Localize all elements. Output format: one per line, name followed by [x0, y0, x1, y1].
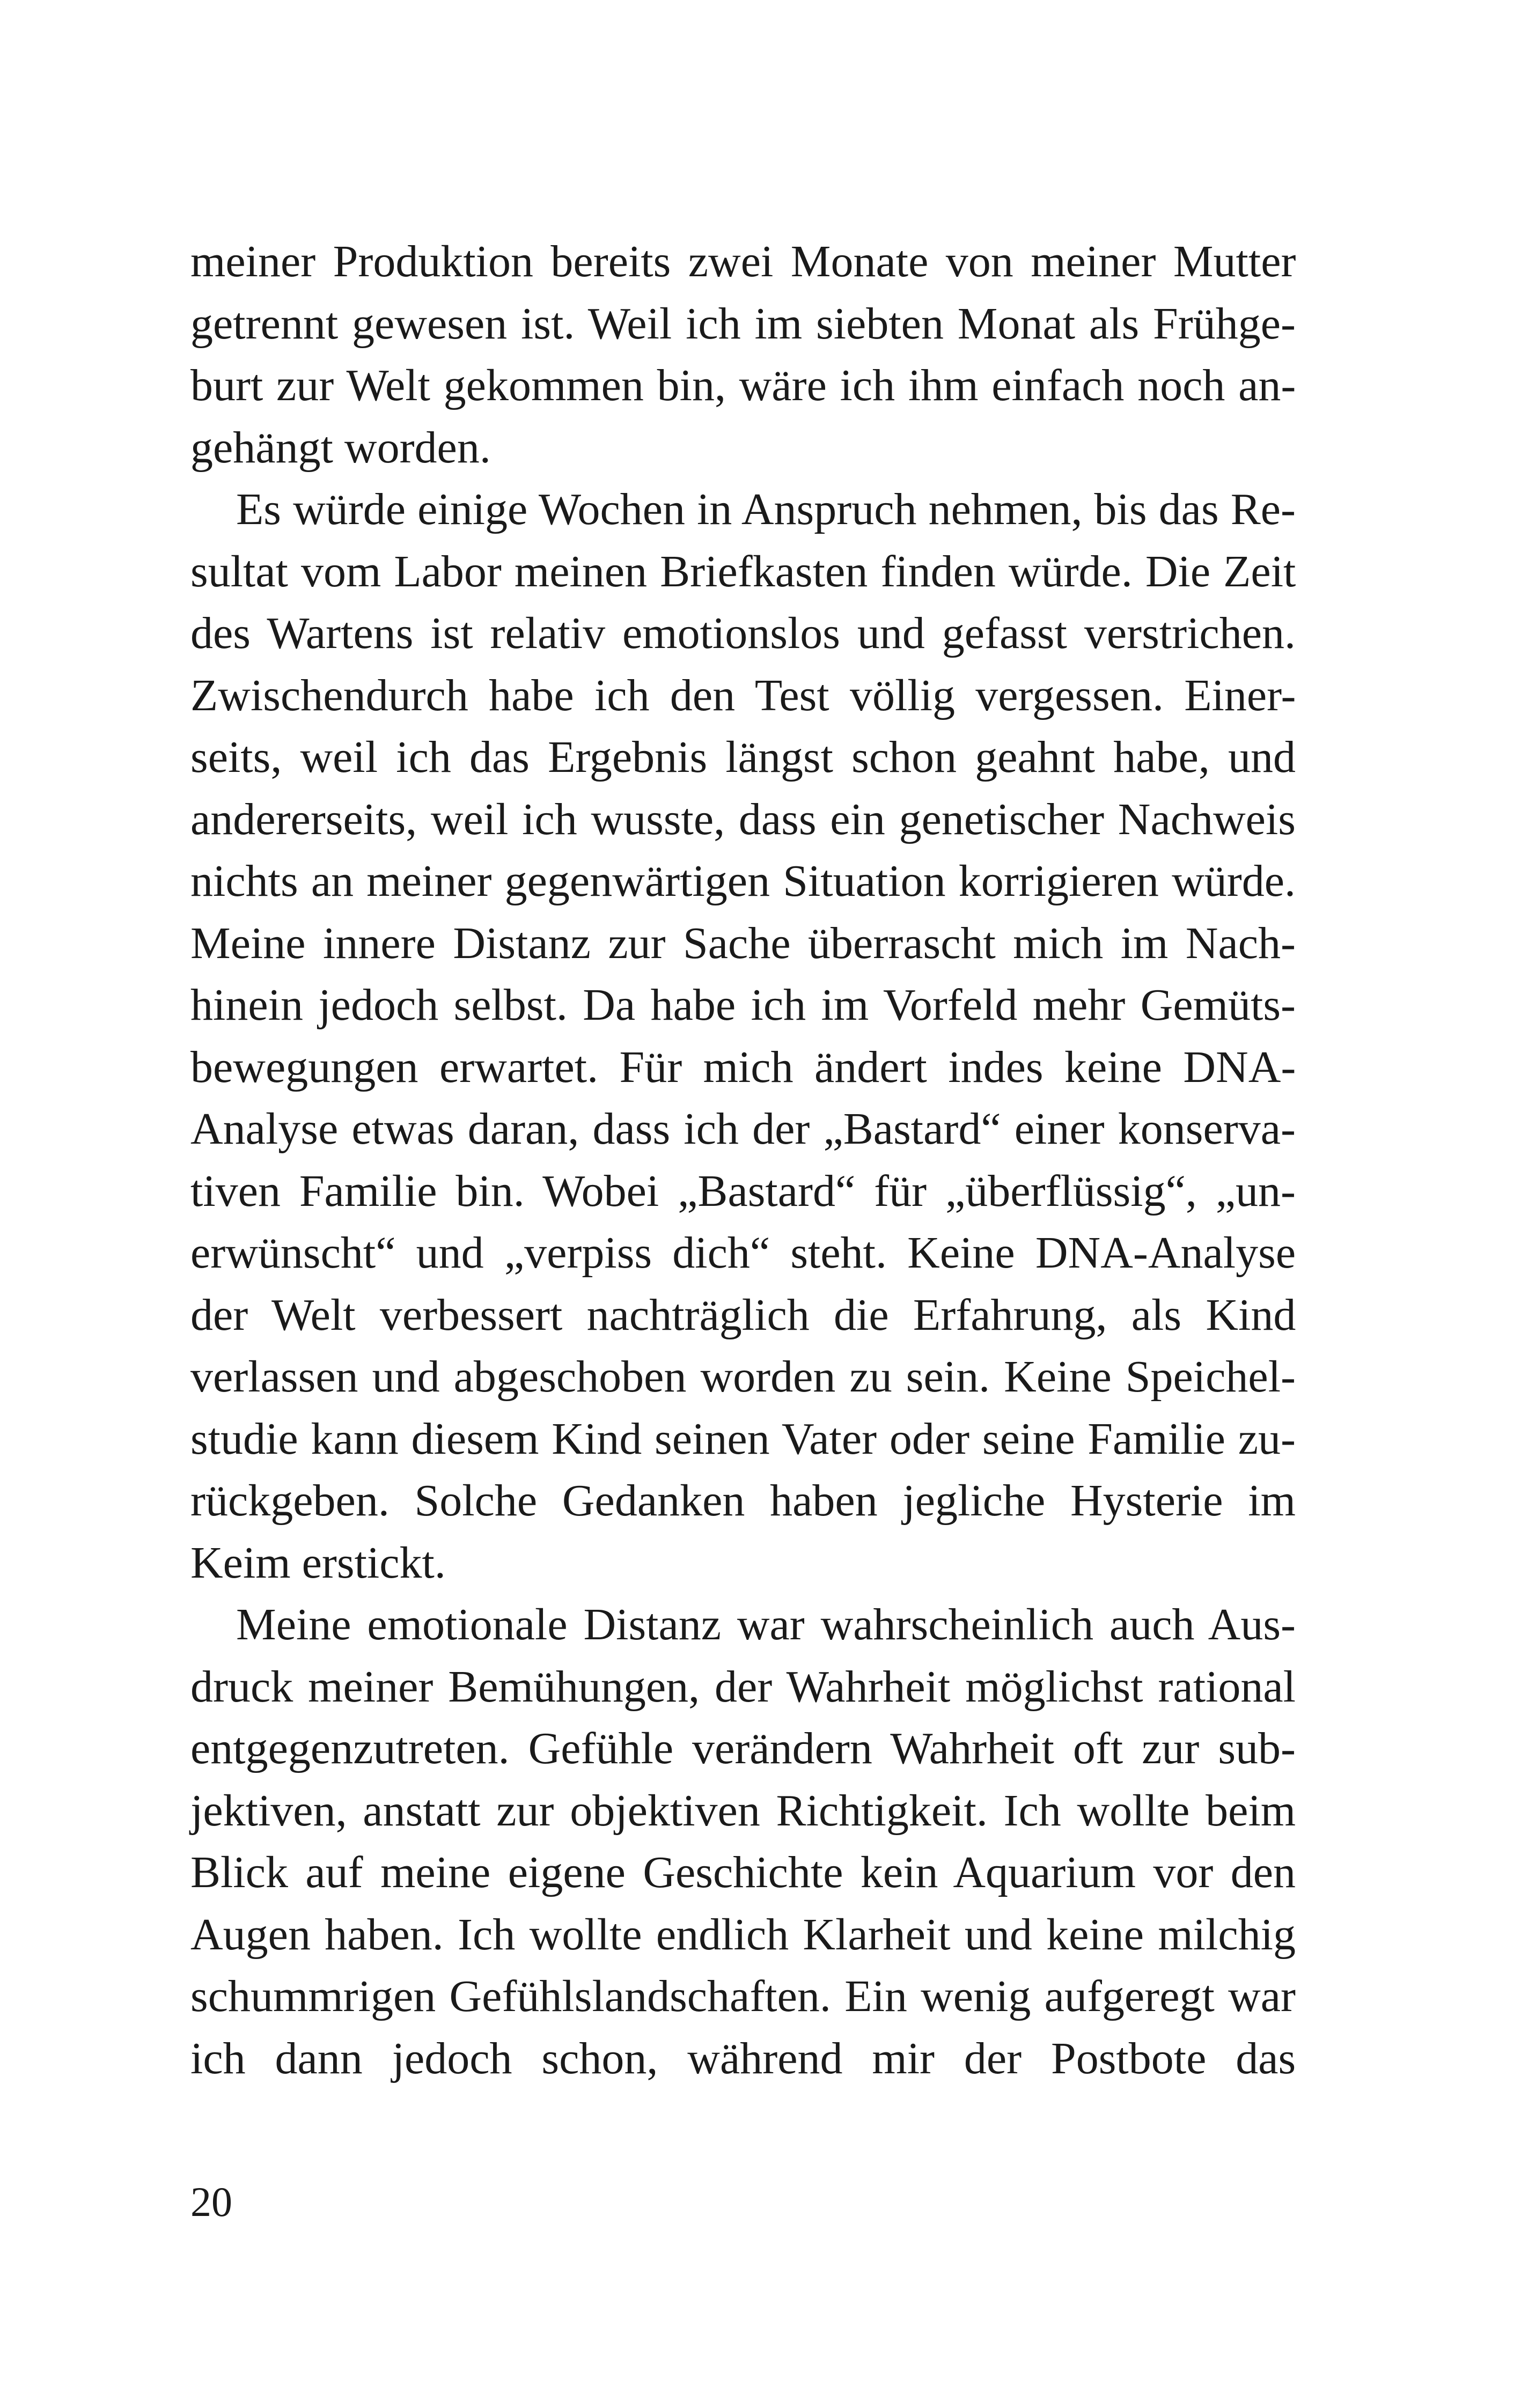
text-line: hinein jedoch selbst. Da habe ich im Vorfeld mehr Gemüts-: [190, 980, 1296, 1030]
text-line: studie kann diesem Kind seinen Vater oder seine Familie zu-: [190, 1413, 1296, 1464]
text-line: Meine innere Distanz zur Sache überrascht mich im Nach-: [190, 918, 1296, 968]
text-line: meiner Produktion bereits zwei Monate von meiner Mutter: [190, 237, 1296, 286]
text-line: seits, weil ich das Ergebnis längst schon geahnt habe, und: [190, 732, 1296, 782]
text-line: Meine emotionale Distanz war wahrscheinlich auch Aus-: [236, 1600, 1296, 1649]
text-line: jektiven, anstatt zur objektiven Richtigkeit. Ich wollte beim: [190, 1785, 1296, 1836]
page-number: 20: [190, 2178, 232, 2225]
text-line: druck meiner Bemühungen, der Wahrheit möglichst rational: [190, 1661, 1296, 1712]
text-line: gehängt worden.: [190, 422, 491, 473]
text-line: ich dann jedoch schon, während mir der Postbote das: [190, 2033, 1296, 2083]
text-line: tiven Familie bin. Wobei „Bastard“ für „überflüssig“, „un-: [190, 1166, 1296, 1216]
text-line: andererseits, weil ich wusste, dass ein genetischer Nachweis: [190, 794, 1296, 844]
text-line: burt zur Welt gekommen bin, wäre ich ihm einfach noch an-: [190, 360, 1296, 410]
paragraph-2: [190, 478, 1296, 1594]
text-line: bewegungen erwartet. Für mich ändert indes keine DNA-: [190, 1042, 1296, 1092]
text-line: Augen haben. Ich wollte endlich Klarheit und keine milchig: [190, 1909, 1296, 1960]
text-line: Analyse etwas daran, dass ich der „Bastard“ einer konserva-: [190, 1104, 1296, 1154]
text-line: Zwischendurch habe ich den Test völlig vergessen. Einer-: [190, 670, 1296, 720]
text-line: Blick auf meine eigene Geschichte kein Aquarium vor den: [190, 1847, 1296, 1897]
text-line: schummrigen Gefühlslandschaften. Ein wenig aufgeregt war: [190, 1971, 1296, 2021]
text-line: Keim erstickt.: [190, 1537, 446, 1588]
text-line: der Welt verbessert nachträglich die Erfahrung, als Kind: [190, 1290, 1296, 1340]
text-line: getrennt gewesen ist. Weil ich im siebten Monat als Frühge-: [190, 298, 1296, 349]
body-text: [190, 231, 1296, 2089]
text-line: des Wartens ist relativ emotionslos und gefasst verstrichen.: [190, 608, 1296, 658]
text-line: Es würde einige Wochen in Anspruch nehmen, bis das Re-: [236, 484, 1296, 534]
text-line: entgegenzutreten. Gefühle verändern Wahrheit oft zur sub-: [190, 1724, 1296, 1773]
text-line: rückgeben. Solche Gedanken haben jegliche Hysterie im: [190, 1476, 1296, 1526]
text-line: verlassen und abgeschoben worden zu sein. Keine Speichel-: [190, 1352, 1296, 1402]
text-line: nichts an meiner gegenwärtigen Situation korrigieren würde.: [190, 856, 1296, 906]
text-line: erwünscht“ und „verpiss dich“ steht. Keine DNA-Analyse: [190, 1228, 1296, 1278]
text-line: sultat vom Labor meinen Briefkasten finden würde. Die Zeit: [190, 546, 1296, 597]
paragraph-1: [190, 231, 1296, 478]
paragraph-3: [190, 1594, 1296, 2089]
